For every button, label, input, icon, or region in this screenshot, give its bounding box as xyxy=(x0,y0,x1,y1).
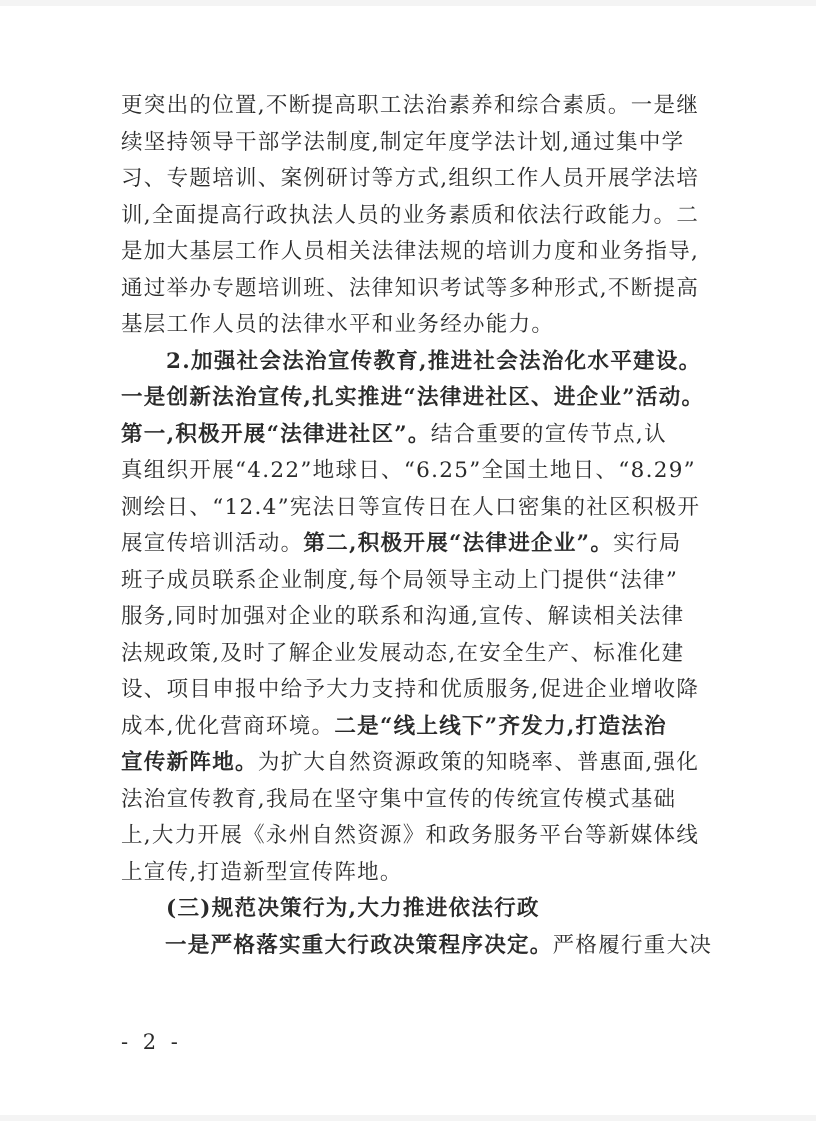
text-line xyxy=(121,125,683,162)
bold-text-segment: (三)规范决策行为,大力推进依法行政 xyxy=(166,896,540,921)
bold-text-segment: 一是严格落实重大行政决策程序决定。 xyxy=(165,932,553,958)
text-line xyxy=(121,709,683,746)
text-line xyxy=(121,490,701,527)
bold-text-segment: 第一,积极开展“法律进社区”。 xyxy=(121,421,431,447)
bold-text-segment: 宣传新阵地。 xyxy=(121,750,258,775)
text-segment: 上宣传,打造新型宣传阵地。 xyxy=(121,859,403,885)
text-line xyxy=(121,855,683,892)
text-segment: 更突出的位置,不断提高职工法治素养和综合素质。一是继 xyxy=(121,93,700,118)
text-line xyxy=(121,234,700,271)
text-segment: 续坚持领导干部学法制度,制定年度学法计划,通过集中学 xyxy=(121,129,685,155)
text-line xyxy=(121,891,683,928)
bold-text-segment: 二是“线上线下”齐发力,打造法治 xyxy=(334,713,667,739)
text-line xyxy=(121,453,696,490)
bold-text-segment: 第二,积极开展“法律进企业”。 xyxy=(303,531,614,556)
text-segment: 结合重要的宣传节点,认 xyxy=(430,421,667,447)
text-segment: 上,大力开展《永州自然资源》和政务服务平台等新媒体线 xyxy=(121,823,700,848)
text-line xyxy=(121,745,700,782)
text-segment: 班子成员联系企业制度,每个局领导主动上门提供“法律” xyxy=(121,567,679,593)
text-segment: 真组织开展“4.22”地球日、“6.25”全国土地日、“8.29” xyxy=(121,458,696,483)
bold-text-segment: 一是创新法治宣传,扎实推进“法律进社区、进企业”活动。 xyxy=(121,385,705,410)
text-line xyxy=(121,636,683,673)
scan-bottom-edge xyxy=(0,1115,816,1121)
text-segment: 通过举办专题培训班、法律知识考试等多种形式,不断提高 xyxy=(121,275,700,301)
text-segment: 设、项目申报中给予大力支持和优质服务,促进企业增收降 xyxy=(121,677,700,702)
text-segment: 展宣传培训活动。 xyxy=(121,531,304,556)
text-line xyxy=(121,672,700,709)
text-segment: 实行局 xyxy=(613,531,682,556)
text-segment: 训,全面提高行政执法人员的业务素质和依法行政能力。二 xyxy=(121,202,700,228)
text-line xyxy=(121,928,713,965)
text-segment: 法治宣传教育,我局在坚守集中宣传的传统宣传模式基础 xyxy=(121,786,677,812)
text-line xyxy=(121,344,702,381)
text-line xyxy=(121,526,683,563)
text-line xyxy=(121,88,700,125)
text-segment: 服务,同时加强对企业的联系和沟通,宣传、解读相关法律 xyxy=(121,604,685,629)
text-line xyxy=(121,563,683,600)
scan-top-edge xyxy=(0,0,816,6)
text-line xyxy=(121,818,700,855)
text-segment: 严格履行重大决 xyxy=(552,932,713,958)
text-segment: 测绘日、“12.4”宪法日等宣传日在人口密集的社区积极开 xyxy=(121,494,701,520)
text-line xyxy=(121,380,705,417)
text-segment: 成本,优化营商环境。 xyxy=(121,713,335,739)
text-segment: 为扩大自然资源政策的知晓率、普惠面,强化 xyxy=(257,750,700,775)
text-line xyxy=(121,782,683,819)
page-number: - 2 - xyxy=(121,1030,182,1054)
text-line xyxy=(121,161,700,198)
text-line xyxy=(121,417,683,454)
text-segment: 基层工作人员的法律水平和业务经办能力。 xyxy=(121,312,555,337)
text-line xyxy=(121,307,683,344)
document-body xyxy=(121,88,713,964)
text-segment: 法规政策,及时了解企业发展动态,在安全生产、标准化建 xyxy=(121,640,685,666)
bold-text-segment: 2.加强社会法治宣传教育,推进社会法治化水平建设。 xyxy=(166,348,702,374)
text-segment: 习、专题培训、案例研讨等方式,组织工作人员开展学法培 xyxy=(121,166,700,191)
text-line xyxy=(121,599,683,636)
text-segment: 是加大基层工作人员相关法律法规的培训力度和业务指导, xyxy=(121,239,700,264)
text-line xyxy=(121,271,700,308)
text-line xyxy=(121,198,700,235)
